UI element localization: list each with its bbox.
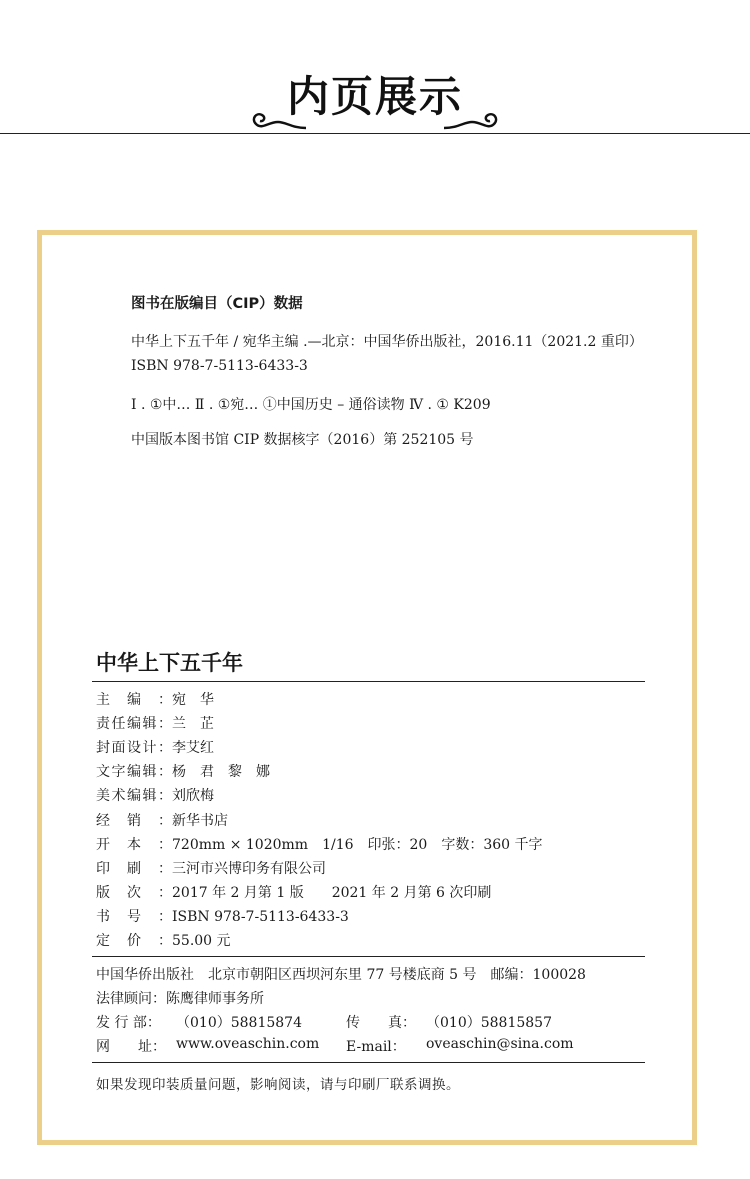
credit-value: 新华书店	[172, 812, 228, 829]
credit-row	[96, 737, 214, 759]
credit-value: 三河市兴博印务有限公司	[172, 860, 326, 877]
credit-row	[96, 761, 270, 783]
publisher-address: 中国华侨出版社 北京市朝阳区西坝河东里 77 号楼底商 5 号 邮编：100028	[96, 967, 586, 983]
website-label: 网 址：	[96, 1039, 166, 1055]
credit-row	[96, 906, 349, 928]
credit-label: 书号：	[96, 908, 172, 925]
website-link[interactable]: www.oveaschin.com	[176, 1036, 320, 1052]
publisher-divider	[92, 1062, 645, 1063]
cip-line-citation: 中华上下五千年 / 宛华主编 .—北京：中国华侨出版社，2016.11（2021.2 重印）	[131, 334, 643, 350]
sales-label: 发 行 部：	[96, 1015, 161, 1031]
cip-line-record: 中国版本图书馆 CIP 数据核字（2016）第 252105 号	[131, 432, 474, 448]
title-divider	[92, 681, 645, 682]
credits-divider	[92, 956, 645, 957]
email-link[interactable]: oveaschin@sina.com	[426, 1036, 574, 1052]
credit-row	[96, 785, 214, 807]
credit-value: 杨 君 黎 娜	[172, 764, 270, 781]
credit-row	[96, 930, 231, 952]
credit-label: 版次：	[96, 884, 172, 901]
credit-value: 李艾红	[172, 740, 214, 757]
credit-row	[96, 713, 214, 735]
legal-advisor: 法律顾问：陈鹰律师事务所	[96, 991, 264, 1007]
credit-value: 兰 芷	[172, 716, 214, 733]
credit-value: 刘欣梅	[172, 788, 214, 805]
credit-value: 宛 华	[172, 692, 214, 708]
credit-value: 2017 年 2 月第 1 版 2021 年 2 月第 6 次印刷	[172, 884, 492, 901]
credit-label: 定价：	[96, 933, 172, 949]
credit-label: 美术编辑：	[96, 788, 172, 805]
quality-notice: 如果发现印装质量问题，影响阅读，请与印刷厂联系调换。	[96, 1077, 460, 1093]
credit-label: 经销：	[96, 812, 172, 829]
credit-row	[96, 882, 491, 904]
credit-row	[96, 689, 214, 711]
credit-label: 封面设计：	[96, 740, 172, 757]
fax-number: （010）58815857	[426, 1015, 552, 1031]
flourish-right-icon	[442, 100, 502, 134]
sales-phone: （010）58815874	[176, 1015, 302, 1031]
credit-label: 印刷：	[96, 860, 172, 877]
cip-line-classification: Ⅰ . ①中… Ⅱ . ①宛… ①中国历史 – 通俗读物 Ⅳ . ① K209	[131, 397, 491, 413]
cip-line-isbn: ISBN 978-7-5113-6433-3	[131, 358, 308, 374]
credit-label: 文字编辑：	[96, 764, 172, 781]
credit-value: ISBN 978-7-5113-6433-3	[172, 908, 349, 925]
book-title: 中华上下五千年	[96, 651, 243, 675]
credit-value: 55.00 元	[172, 933, 231, 949]
page-title: 内页展示	[286, 72, 463, 121]
credit-label: 开本：	[96, 836, 172, 853]
credit-value: 720mm × 1020mm 1/16 印张：20 字数：360 千字	[172, 836, 543, 853]
header-divider	[0, 133, 750, 134]
credit-label: 主编：	[96, 692, 172, 708]
cip-heading: 图书在版编目（CIP）数据	[131, 296, 303, 312]
credit-row	[96, 810, 228, 832]
email-label: E-mail：	[346, 1039, 406, 1055]
credit-row	[96, 834, 543, 856]
credit-label: 责任编辑：	[96, 716, 172, 733]
credit-row	[96, 858, 326, 880]
fax-label: 传 真：	[346, 1015, 416, 1031]
flourish-left-icon	[248, 100, 308, 134]
